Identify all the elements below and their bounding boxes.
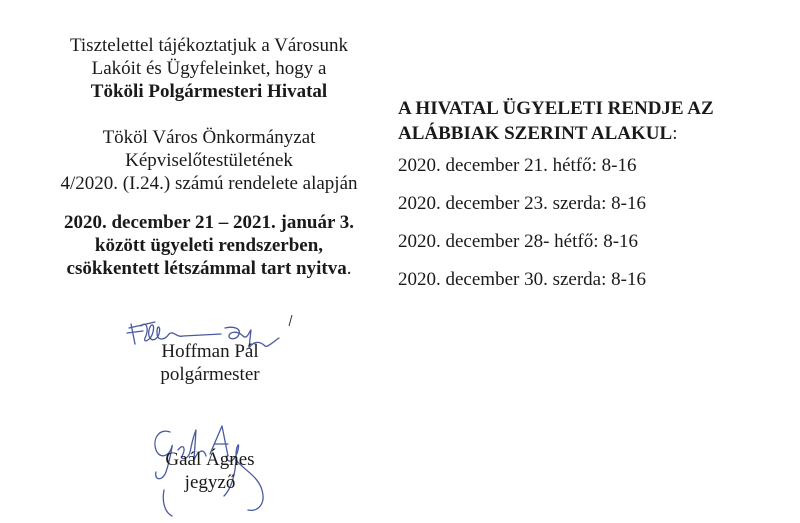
period-end-punct: .: [346, 258, 352, 279]
notary-name: Gaál Ágnes: [165, 449, 255, 470]
schedule-heading-line-2-wrap: [398, 121, 788, 146]
intro-line-1: Tisztelettel tájékoztatjuk a Városunk: [69, 35, 349, 56]
ink-mark: [286, 314, 294, 328]
period-line-2: között ügyeleti rendszerben,: [94, 235, 324, 256]
schedule-heading-line-1: A HIVATAL ÜGYELETI RENDJE AZ: [398, 98, 714, 119]
notice-left-column: [24, 34, 394, 280]
schedule-item: 2020. december 21. hétfő: 8-16: [398, 155, 637, 176]
office-name: Tököli Polgármesteri Hivatal: [90, 81, 328, 102]
notary-signature-block: [120, 448, 300, 494]
schedule-heading-punct: :: [672, 123, 678, 144]
mayor-signature-block: [120, 340, 300, 386]
schedule-heading-line-2: ALÁBBIAK SZERINT ALAKUL: [398, 123, 673, 144]
period-line-3: csökkentett létszámmal tart nyitva: [66, 258, 347, 279]
legal-basis-line-2: Képviselőtestületének: [125, 150, 293, 171]
schedule-item: 2020. december 28- hétfő: 8-16: [398, 231, 639, 252]
spacer: [24, 103, 394, 126]
intro-line-2: Lakóit és Ügyfeleinket, hogy a: [91, 58, 327, 79]
schedule-item: 2020. december 23. szerda: 8-16: [398, 193, 646, 214]
schedule-section: [398, 96, 788, 306]
legal-basis-line-1: Tököl Város Önkormányzat: [102, 127, 316, 148]
mayor-title: polgármester: [160, 364, 260, 385]
schedule-item: 2020. december 30. szerda: 8-16: [398, 269, 646, 290]
mayor-name: Hoffman Pál: [161, 341, 259, 362]
legal-basis-line-3: 4/2020. (I.24.) számú rendelete alapján: [60, 173, 358, 194]
notary-title: jegyző: [184, 472, 236, 493]
period-line-1: 2020. december 21 – 2021. január 3.: [63, 212, 355, 233]
schedule-heading: [398, 96, 788, 146]
spacer: [24, 195, 394, 211]
period-line-3-wrap: [24, 257, 394, 280]
